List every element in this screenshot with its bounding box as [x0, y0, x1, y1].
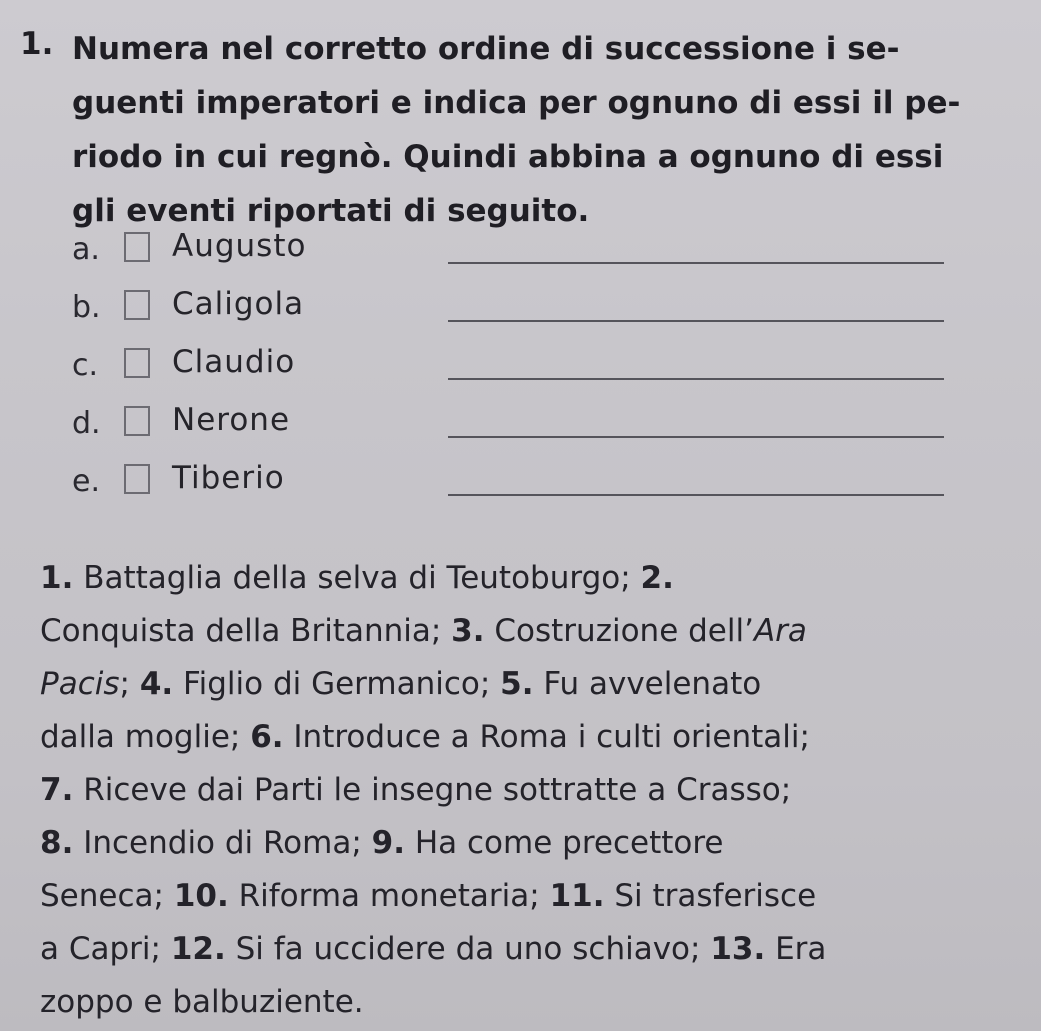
- event-text: Riceve dai Parti le insegne sottratte a Crasso;: [73, 772, 792, 808]
- instruction-line: Numera nel corretto ordine di successione i se-: [72, 31, 900, 67]
- event-number: 2.: [640, 560, 674, 596]
- event-text: Costruzione dell’: [484, 613, 754, 649]
- event-number: 10.: [173, 878, 229, 914]
- order-checkbox[interactable]: [124, 232, 150, 262]
- events-line: [40, 976, 980, 1029]
- option-letter: b.: [72, 290, 101, 325]
- option-augusto: [72, 226, 972, 276]
- option-label: Tiberio: [172, 460, 285, 496]
- events-line: [40, 711, 980, 764]
- event-number: 6.: [250, 719, 284, 755]
- option-letter: a.: [72, 232, 100, 267]
- option-letter: e.: [72, 464, 100, 499]
- events-line: [40, 870, 980, 923]
- event-text: Si fa uccidere da uno schiavo;: [225, 931, 711, 967]
- instruction-line: guenti imperatori e indica per ognuno di essi il pe-: [72, 85, 961, 121]
- event-text: dalla moglie;: [40, 719, 251, 755]
- answer-line[interactable]: [448, 320, 944, 322]
- answer-line[interactable]: [448, 494, 944, 496]
- event-text: Seneca;: [40, 878, 174, 914]
- event-number: 5.: [500, 666, 534, 702]
- exercise-number: 1.: [20, 26, 54, 62]
- event-number: 13.: [710, 931, 766, 967]
- event-text: Conquista della Britannia;: [40, 613, 452, 649]
- option-claudio: [72, 342, 972, 392]
- event-number: 8.: [40, 825, 74, 861]
- event-number: 3.: [451, 613, 485, 649]
- event-text: Incendio di Roma;: [73, 825, 372, 861]
- event-number: 12.: [170, 931, 226, 967]
- order-checkbox[interactable]: [124, 348, 150, 378]
- option-label: Nerone: [172, 402, 291, 438]
- event-text: Si trasferisce: [604, 878, 817, 914]
- option-label: Caligola: [172, 286, 305, 322]
- events-line: [40, 552, 980, 605]
- event-text-italic: Pacis: [40, 666, 120, 702]
- event-text: Introduce a Roma i culti orientali;: [283, 719, 810, 755]
- events-line: [40, 605, 980, 658]
- answer-line[interactable]: [448, 262, 944, 264]
- event-number: 1.: [40, 560, 74, 596]
- event-text-italic: Ara: [753, 613, 807, 649]
- option-letter: d.: [72, 406, 101, 441]
- instruction-line: riodo in cui regnò. Quindi abbina a ognuno di essi: [72, 139, 944, 175]
- event-text: zoppo e balbuziente.: [40, 984, 364, 1020]
- instruction-line: gli eventi riportati di seguito.: [72, 193, 590, 229]
- events-line: [40, 658, 980, 711]
- event-number: 7.: [40, 772, 74, 808]
- event-text: Fu avvelenato: [533, 666, 762, 702]
- event-number: 9.: [371, 825, 405, 861]
- order-checkbox[interactable]: [124, 464, 150, 494]
- events-line: [40, 817, 980, 870]
- events-line: [40, 764, 980, 817]
- events-line: [40, 923, 980, 976]
- order-checkbox[interactable]: [124, 290, 150, 320]
- option-caligola: [72, 284, 972, 334]
- option-nerone: [72, 400, 972, 450]
- event-text: Figlio di Germanico;: [173, 666, 501, 702]
- event-text: Battaglia della selva di Teutoburgo;: [73, 560, 641, 596]
- event-text: a Capri;: [40, 931, 171, 967]
- order-checkbox[interactable]: [124, 406, 150, 436]
- option-label: Augusto: [172, 228, 307, 264]
- event-text: Riforma monetaria;: [228, 878, 550, 914]
- answer-line[interactable]: [448, 378, 944, 380]
- option-letter: c.: [72, 348, 99, 383]
- events-list: [40, 552, 980, 1029]
- option-label: Claudio: [172, 344, 296, 380]
- event-text: Ha come precettore: [405, 825, 724, 861]
- event-text: ;: [119, 666, 140, 702]
- event-number: 11.: [549, 878, 605, 914]
- event-text: Era: [765, 931, 827, 967]
- answer-line[interactable]: [448, 436, 944, 438]
- option-tiberio: [72, 458, 972, 508]
- exercise-instruction: [72, 22, 961, 238]
- event-number: 4.: [139, 666, 174, 702]
